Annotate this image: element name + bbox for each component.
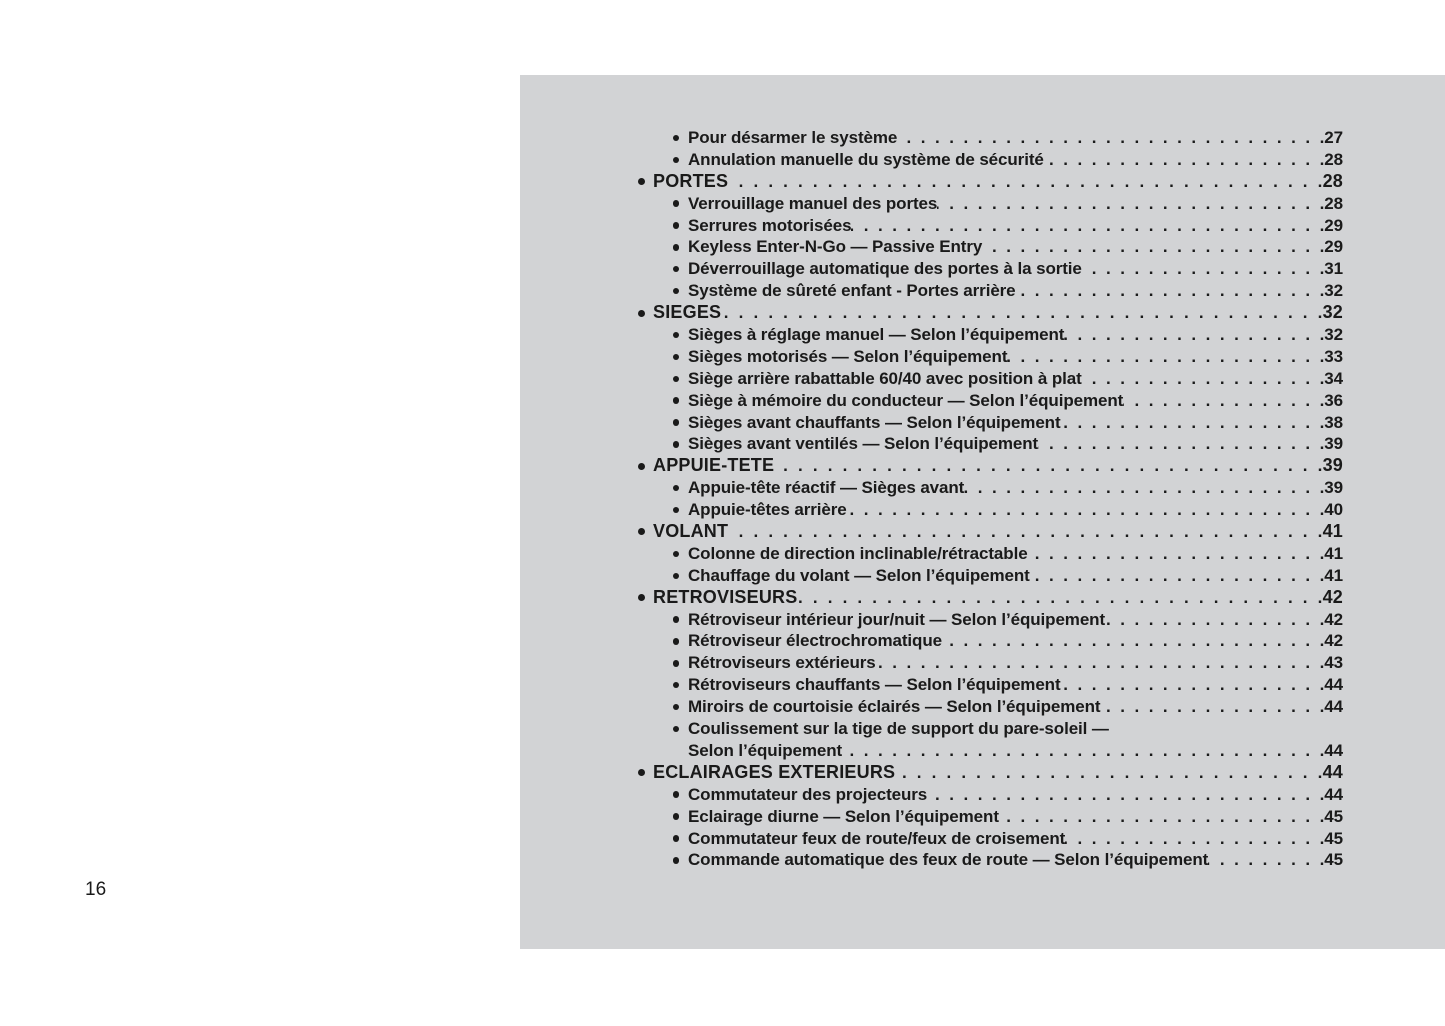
toc-entry <box>637 806 1343 828</box>
dot-leader <box>876 652 1325 674</box>
bullet-icon <box>672 477 688 499</box>
bullet-icon <box>672 280 688 302</box>
bullet-icon <box>672 215 688 237</box>
entry-page: 38 <box>1324 412 1343 432</box>
entry-page: 27 <box>1324 128 1343 147</box>
dot-leader <box>1065 828 1324 850</box>
entry-page: 39 <box>1322 455 1343 476</box>
entry-page: 45 <box>1324 828 1343 848</box>
toc-entry <box>637 718 1343 740</box>
toc-entry <box>637 258 1343 280</box>
toc-entry <box>637 455 1343 477</box>
entry-label: Siège à mémoire du conducteur — Selon l’équipement <box>688 390 1124 410</box>
toc-entry <box>637 412 1343 434</box>
entry-label: Sièges à réglage manuel — Selon l’équipement <box>688 325 1065 345</box>
toc-entry <box>637 302 1343 324</box>
entry-label: ECLAIRAGES EXTERIEURS <box>653 761 896 782</box>
entry-page: 32 <box>1324 325 1343 345</box>
entry-page: 32 <box>1322 302 1343 323</box>
dot-leader <box>982 236 1324 258</box>
entry-label: Sièges avant ventilés — Selon l’équipement <box>688 434 1039 454</box>
entry-page: 33 <box>1324 346 1343 366</box>
bullet-icon <box>672 718 688 740</box>
toc-entry <box>637 849 1343 871</box>
entry-label: RETROVISEURS <box>653 586 798 607</box>
entry-label: Pour désarmer le système <box>688 128 898 147</box>
dot-leader <box>937 193 1324 215</box>
dot-leader <box>1061 674 1325 696</box>
entry-page: 28 <box>1324 193 1343 213</box>
dot-leader <box>728 521 1322 543</box>
toc-entry <box>637 696 1343 718</box>
dot-leader <box>1044 149 1325 171</box>
entry-label: Sièges avant chauffants — Selon l’équipement <box>688 412 1061 432</box>
bullet-icon <box>637 171 653 193</box>
entry-label: APPUIE-TETE <box>653 455 775 476</box>
bullet-icon <box>672 346 688 368</box>
toc-entry <box>637 652 1343 674</box>
entry-page: 45 <box>1324 806 1343 826</box>
bullet-icon <box>672 828 688 850</box>
dot-leader <box>964 477 1324 499</box>
entry-page: 44 <box>1324 697 1343 717</box>
entry-label: Rétroviseur électrochromatique <box>688 631 942 651</box>
entry-page: 44 <box>1324 740 1343 760</box>
toc-entry <box>637 368 1343 390</box>
toc-entry <box>637 762 1343 784</box>
entry-page: 42 <box>1322 586 1343 607</box>
bullet-icon <box>672 849 688 871</box>
bullet-icon <box>672 258 688 280</box>
entry-page: 45 <box>1324 850 1343 870</box>
entry-label: Système de sûreté enfant - Portes arrière <box>688 281 1016 301</box>
dot-leader <box>999 806 1324 828</box>
entry-label: Rétroviseurs extérieurs <box>688 653 876 673</box>
bullet-icon <box>672 193 688 215</box>
dot-leader <box>897 127 1324 149</box>
entry-label: Déverrouillage automatique des portes à la sortie <box>688 259 1082 279</box>
dot-leader <box>728 171 1322 193</box>
dot-leader <box>774 455 1322 477</box>
entry-page: 44 <box>1324 675 1343 695</box>
bullet-icon <box>672 390 688 412</box>
dot-leader <box>851 215 1324 237</box>
dot-leader <box>1208 849 1324 871</box>
bullet-icon <box>672 433 688 455</box>
toc-list <box>637 127 1343 871</box>
bullet-icon <box>672 674 688 696</box>
bullet-icon <box>672 565 688 587</box>
entry-label: Rétroviseurs chauffants — Selon l’équipement <box>688 675 1061 695</box>
toc-gray-panel <box>520 75 1445 949</box>
toc-entry <box>637 740 1343 762</box>
dot-leader <box>1082 368 1325 390</box>
toc-entry <box>637 171 1343 193</box>
bullet-icon <box>672 236 688 258</box>
entry-page: 29 <box>1324 237 1343 257</box>
entry-label: PORTES <box>653 170 729 191</box>
entry-page: 28 <box>1322 170 1343 191</box>
toc-entry <box>637 324 1343 346</box>
entry-label: Serrures motorisées <box>688 215 852 235</box>
toc-entry <box>637 346 1343 368</box>
dot-leader <box>1123 390 1324 412</box>
entry-page: 31 <box>1324 259 1343 279</box>
entry-label: Siège arrière rabattable 60/40 avec position à plat <box>688 368 1082 388</box>
entry-label: Commutateur feux de route/feux de croisement <box>688 828 1066 848</box>
entry-page: 29 <box>1324 215 1343 235</box>
dot-leader <box>1028 543 1325 565</box>
entry-label: Commande automatique des feux de route — Selon l’équipement <box>688 850 1209 870</box>
toc-entry <box>637 127 1343 149</box>
dot-leader <box>1016 280 1325 302</box>
entry-page: 43 <box>1324 653 1343 673</box>
entry-page: 28 <box>1324 149 1343 169</box>
entry-page: 44 <box>1324 784 1343 804</box>
entry-page: 41 <box>1324 543 1343 563</box>
bullet-icon <box>672 324 688 346</box>
page-number: 16 <box>85 879 107 900</box>
toc-entry <box>637 193 1343 215</box>
dot-leader <box>1030 565 1325 587</box>
entry-page: 41 <box>1322 521 1343 542</box>
toc-entry <box>637 828 1343 850</box>
entry-page: 42 <box>1324 609 1343 629</box>
entry-label: Eclairage diurne — Selon l’équipement <box>688 806 999 826</box>
entry-label: Miroirs de courtoisie éclairés — Selon l’équipement <box>688 697 1101 717</box>
entry-label: Selon l’équipement <box>688 740 843 760</box>
bullet-icon <box>637 762 653 784</box>
toc-entry <box>637 543 1343 565</box>
entry-label: Appuie-tête réactif — Sièges avant <box>688 478 965 498</box>
entry-label: Chauffage du volant — Selon l’équipement <box>688 565 1030 585</box>
dot-leader <box>1100 696 1324 718</box>
dot-leader <box>842 740 1324 762</box>
toc-entry <box>637 390 1343 412</box>
dot-leader <box>847 499 1325 521</box>
bullet-icon <box>637 302 653 324</box>
entry-page: 40 <box>1324 500 1343 520</box>
entry-label: Commutateur des projecteurs <box>688 784 928 804</box>
bullet-icon <box>672 806 688 828</box>
toc-entry <box>637 784 1343 806</box>
toc-entry <box>637 149 1343 171</box>
entry-page: 42 <box>1324 631 1343 651</box>
bullet-icon <box>672 412 688 434</box>
toc-entry <box>637 674 1343 696</box>
entry-page: 39 <box>1324 478 1343 498</box>
entry-page: 36 <box>1324 390 1343 410</box>
dot-leader <box>721 302 1322 324</box>
entry-label: Sièges motorisés — Selon l’équipement <box>688 346 1008 366</box>
toc-entry <box>637 236 1343 258</box>
toc-entry <box>637 499 1343 521</box>
bullet-icon <box>672 127 688 149</box>
entry-label: VOLANT <box>653 521 729 542</box>
toc-entry <box>637 215 1343 237</box>
bullet-icon <box>672 652 688 674</box>
bullet-icon <box>637 521 653 543</box>
toc-entry <box>637 587 1343 609</box>
bullet-icon <box>672 149 688 171</box>
dot-leader <box>895 762 1322 784</box>
toc-entry <box>637 433 1343 455</box>
entry-label: Appuie-têtes arrière <box>688 500 847 520</box>
toc-entry <box>637 630 1343 652</box>
bullet-icon <box>672 368 688 390</box>
bullet-icon <box>672 784 688 806</box>
entry-label: Keyless Enter-N-Go — Passive Entry <box>688 237 983 257</box>
dot-leader <box>927 784 1324 806</box>
entry-page: 44 <box>1322 761 1343 782</box>
bullet-icon <box>672 543 688 565</box>
toc-entry <box>637 565 1343 587</box>
bullet-icon <box>672 696 688 718</box>
toc-entry <box>637 477 1343 499</box>
entry-label: Rétroviseur intérieur jour/nuit — Selon l’équipement <box>688 609 1106 629</box>
dot-leader <box>942 630 1324 652</box>
entry-page: 39 <box>1324 434 1343 454</box>
bullet-icon <box>637 455 653 477</box>
bullet-icon <box>672 609 688 631</box>
dot-leader <box>1064 324 1324 346</box>
dot-leader <box>1007 346 1324 368</box>
dot-leader <box>1061 412 1325 434</box>
entry-label: Annulation manuelle du système de sécurité <box>688 149 1044 169</box>
dot-leader <box>797 587 1322 609</box>
dot-leader <box>1082 258 1325 280</box>
entry-label: SIEGES <box>653 302 722 323</box>
entry-label: Colonne de direction inclinable/rétractable <box>688 543 1028 563</box>
bullet-icon <box>672 740 688 762</box>
dot-leader <box>1038 433 1324 455</box>
toc-entry <box>637 280 1343 302</box>
dot-leader <box>1105 609 1324 631</box>
entry-page: 34 <box>1324 368 1343 388</box>
toc-entry <box>637 609 1343 631</box>
bullet-icon <box>672 499 688 521</box>
toc-entry <box>637 521 1343 543</box>
entry-page: 32 <box>1324 281 1343 301</box>
bullet-icon <box>637 587 653 609</box>
bullet-icon <box>672 630 688 652</box>
entry-label: Verrouillage manuel des portes <box>688 193 938 213</box>
entry-label: Coulissement sur la tige de support du pare-soleil — <box>688 719 1109 739</box>
entry-page: 41 <box>1324 565 1343 585</box>
